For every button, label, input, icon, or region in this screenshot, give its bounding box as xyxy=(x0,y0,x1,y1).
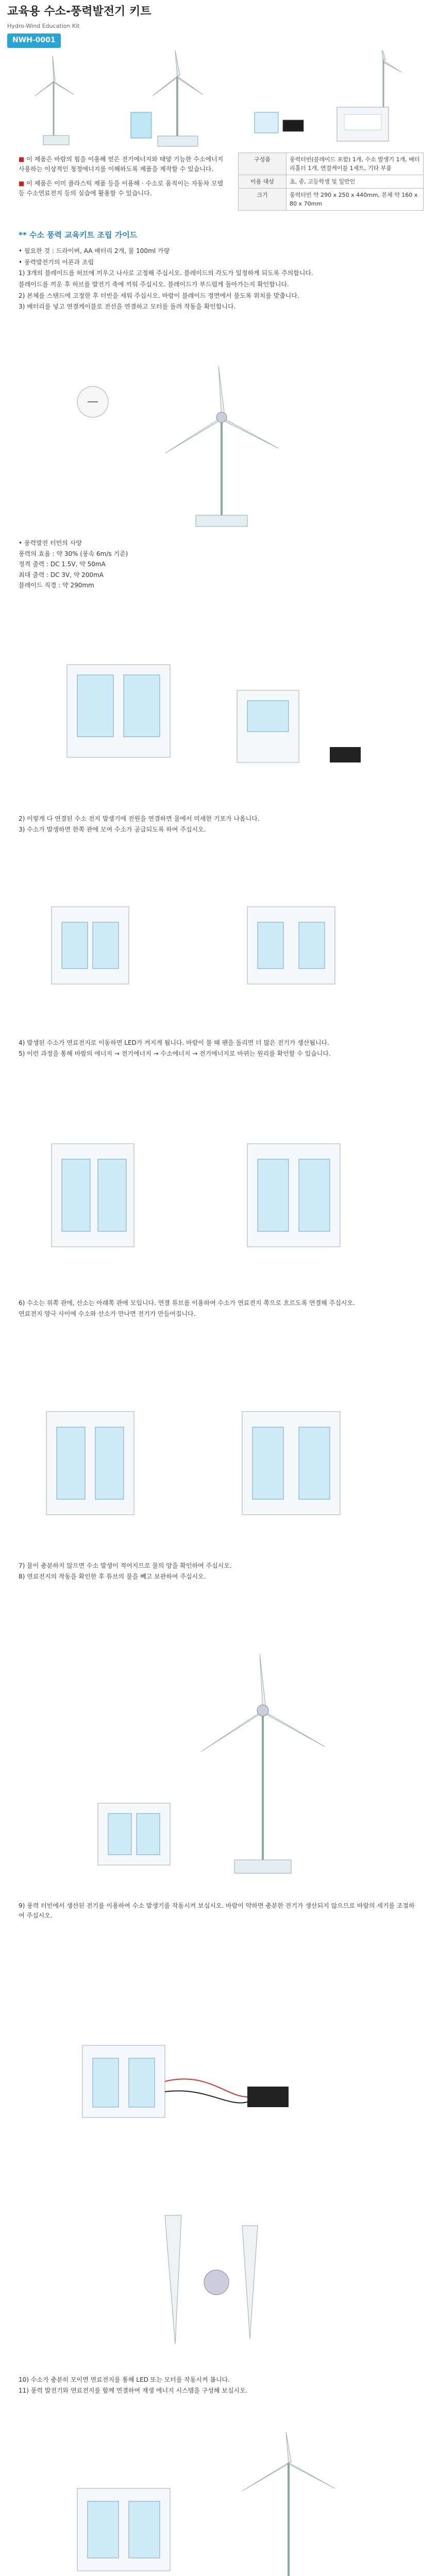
assembly-guide: ** 수소 풍력 교육키트 조립 가이드 • 필요한 것 : 드라이버, AA 배터리 2개, 물 100ml 가량 • 풍력발전기의 이론과 조립 1) 3개의 블레이드를 허브에 끼우고 나사로 고정해 주십시오. 블레이드의 각도가 일정하게 되도록 주의합니다. 블레이드를 끼운 후 허브를 발전기 축에 끼워 주십시오. 블레이드가 부드럽게 돌아가는지 확인합니다. 2) 본체를 스탠드에 고정한 후 터빈을 세워 주십시오. 바람이 블레이드 정면에서 불도록 위치를 맞춥니다. 3) 배터리를 넣고 연결케이블로 전선을 연결하고 모터를 돌려 작동을 확인합니다. xyxy=(19,229,420,313)
table-row: 구성품 풍력터빈(블레이드 포함) 1개, 수소 발생기 1개, 배터리홀더 1개, 연결케이블 1세트, 기타 부품 xyxy=(239,153,424,175)
table-row: 크기 풍력터빈 약 290 x 250 x 440mm, 본체 약 160 x 80 x 70mm xyxy=(239,189,424,211)
step-9-text: 10) 수소가 충분히 모이면 연료전지를 통해 LED 또는 모터를 작동시켜 봅니다. 11) 풍력 발전기와 연료전지를 함께 연결하여 재생 에너지 시스템을 구성해 보십시오. xyxy=(19,2376,248,2394)
step-6-text: 6) 수소는 위쪽 관에, 산소는 아래쪽 관에 모입니다. 연결 튜브를 이용하여 수소가 연료전지 쪽으로 흐르도록 연결해 주십시오. 연료전지 양극 사이에 수소와 산소가 만나면 전기가 만들어집니다. xyxy=(19,1299,355,1317)
wind-turbine-small xyxy=(35,56,74,145)
feature-list xyxy=(19,155,230,203)
product-title: 교육용 수소-풍력발전기 키트 xyxy=(7,5,151,18)
guide-title: ** 수소 풍력 교육키트 조립 가이드 xyxy=(19,230,138,240)
turbine-spec-text: • 풍력발전 터빈의 사양 풍력의 효율 : 약 30% (풍속 6m/s 기준) 정격 출력 : DC 1.5V, 약 50mA 최대 출력 : DC 3V, 약 200mA 블레이드 직경 : 약 290mm xyxy=(19,539,128,589)
assembly-figure-turbine xyxy=(21,355,417,531)
assembly-figure-turbine-system xyxy=(21,1649,417,1886)
kit-box xyxy=(337,50,401,141)
header xyxy=(7,3,431,48)
step-8-text: 9) 풍력 터빈에서 생산된 전기를 이용하여 수소 발생기를 작동시켜 보십시오. 바람이 약하면 충분한 전기가 생산되지 않으므로 바람의 세기를 조절하여 주십시오. xyxy=(19,1902,415,1919)
blade-illustration xyxy=(165,366,278,527)
assembly-figure-steps-8-9 xyxy=(21,1370,417,1551)
product-code-badge: NWH-0001 xyxy=(7,33,61,48)
step-7-text: 7) 물이 충분하지 않으면 수소 발생이 적어지므로 물의 양을 확인하여 주십시오. 8) 연료전지의 작동을 확인한 후 튜브의 물을 빼고 보관하여 주십시오. xyxy=(19,1562,232,1580)
table-row: 이용 대상 초, 중, 고등학생 및 일반인 xyxy=(239,175,424,189)
product-subtitle: Hydro-Wind Education Kit xyxy=(7,23,80,30)
step-2-text: 2) 이렇게 다 연결된 수소 전지 발생기에 전원을 연결하면 물에서 미세한 기포가 나옵니다. 3) 수소가 발생하면 한쪽 관에 모여 수소가 공급되도록 하여 주십시오. xyxy=(19,815,260,833)
hydrogen-generator xyxy=(255,112,304,133)
feature-2: ■ 이 제품은 이미 플라스틱 제품 등을 이용해 · 수소로 움직이는 자동차 모델 등 수소연료전지 등의 실습에 활용할 수 있습니다. xyxy=(19,180,224,197)
wind-turbine-large xyxy=(131,50,203,146)
kit-contents xyxy=(238,152,424,211)
screw-detail xyxy=(77,386,108,417)
hero-product-illustration xyxy=(23,50,414,148)
kit-table xyxy=(238,152,424,211)
bullet-icon: ■ xyxy=(19,180,27,188)
assembly-figure-system-setup xyxy=(21,2432,417,2576)
assembly-figure-generator xyxy=(21,634,417,804)
assembly-figure-blades xyxy=(21,2195,417,2365)
assembly-figure-steps-4-5 xyxy=(21,876,417,1030)
assembly-figure-circuit xyxy=(21,2009,417,2184)
feature-1: ■ 이 제품은 바람의 힘을 이용해 얻은 전기에너지와 태양 기능한 수소에너지 사용하는 이상적인 청정에너지를 이해하도록 제품을 제작할 수 있습니다. xyxy=(19,156,224,173)
bullet-icon: ■ xyxy=(19,156,27,163)
assembly-figure-steps-6-7 xyxy=(21,1103,417,1288)
step-4-text: 4) 발생된 수소가 연료전지로 이동하면 LED가 켜지게 됩니다. 바람이 불 때 팬을 돌리면 더 많은 전기가 생산됩니다. 5) 이런 과정을 통해 바람의 에너지 → 전기에너지 → 수소에너지 → 전기에너지로 바뀌는 원리를 확인할 수 있습니다. xyxy=(19,1039,331,1057)
